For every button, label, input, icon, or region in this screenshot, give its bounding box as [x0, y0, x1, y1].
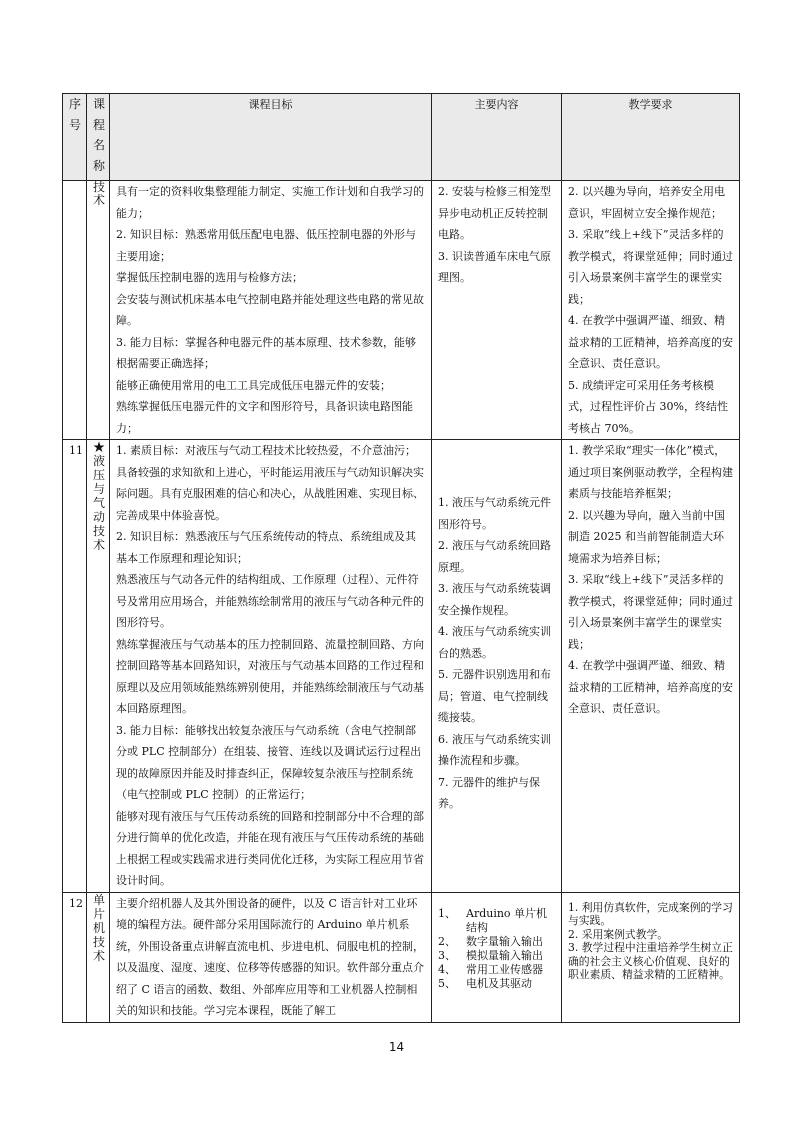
content-list-item	[438, 963, 555, 977]
table-header-row	[63, 94, 740, 181]
table-row	[63, 181, 740, 440]
row-content	[432, 440, 562, 893]
requirement-item: 3. 采取“线上+线下”灵活多样的教学模式，将课堂延伸；同时通过引入场景案例丰富学生的课堂实践；	[568, 228, 733, 306]
requirement-item: 1. 教学采取“理实一体化”模式，通过项目案例驱动教学，全程构建素质与技能培养框架；	[568, 444, 733, 500]
list-text: 电机及其驱动	[466, 976, 532, 990]
course-name-text: ★液压与气动技术	[93, 440, 106, 552]
goal-paragraph: 熟练掌握液压与气动基本的压力控制回路、流量控制回路、方向控制回路等基本回路知识，对液压与气动基本回路的工作过程和原理以及应用领域能熟练辨别使用，并能熟练绘制液压与气动基本回路原理图。	[116, 637, 424, 715]
list-text: 数字量输入输出	[466, 934, 543, 948]
header-name-text: 课程名称	[93, 97, 106, 173]
requirement-item: 3. 教学过程中注重培养学生树立正确的社会主义核心价值观、良好的职业素质、精益求精的工匠精神。	[568, 941, 733, 981]
list-number: 2、	[438, 934, 456, 948]
header-index	[63, 94, 87, 181]
goal-paragraph: 能够对现有液压与气压传动系统的回路和控制部分中不合理的部分进行简单的优化改造，并能在现有液压与气压传动系统的基础上根据工程或实践需求进行类同优化迁移，为实际工程应用节省设计时间。	[116, 809, 424, 887]
requirement-item: 1. 利用仿真软件，完成案例的学习与实践。	[568, 900, 733, 927]
row-content	[432, 892, 562, 1022]
row-index	[63, 181, 87, 440]
row-goal	[110, 181, 432, 440]
header-goal: 课程目标	[110, 94, 432, 181]
goal-paragraph: 掌握低压控制电器的选用与检修方法；	[116, 271, 303, 284]
requirement-item: 2. 采用案例式教学。	[568, 927, 669, 941]
content-item: 1. 液压与气动系统元件图形符号。	[438, 496, 551, 531]
list-text: 模拟量输入输出	[466, 948, 543, 962]
goal-paragraph: 主要介绍机器人及其外围设备的硬件，以及 C 语言针对工业环境的编程方法。硬件部分采用国际流行的 Arduino 单片机系统，外围设备重点讲解直流电机、步进电机、伺服电机的控制，以及温度、湿度、速度、位移等传感器的知识。软件部分重点介绍了 C 语言的函数、数组、外部库应用等和工业机器人控制相关的知识和技能。学习完本课程，既能了解工	[116, 896, 424, 1017]
content-list-item	[438, 935, 555, 949]
course-table	[62, 93, 740, 1023]
content-list-item	[438, 949, 555, 963]
goal-paragraph: 2. 知识目标：熟悉常用低压配电电器、低压控制电器的外形与主要用途；	[116, 228, 416, 263]
goal-paragraph: 2. 知识目标：熟悉液压与气压系统传动的特点、系统组成及其基本工作原理和理论知识；	[116, 530, 416, 565]
header-content: 主要内容	[432, 94, 562, 181]
content-list-item	[438, 977, 555, 991]
requirement-item: 3. 采取“线上+线下”灵活多样的教学模式，将课堂延伸；同时通过引入场景案例丰富学生的课堂实践；	[568, 573, 733, 651]
goal-paragraph: 熟悉液压与气动各元件的结构组成、工作原理（过程）、元件符号及常用应用场合，并能熟练绘制常用的液压与气动各种元件的图形符号。	[116, 573, 424, 629]
list-number: 5、	[438, 976, 456, 990]
goal-paragraph: 3. 能力目标：掌握各种电器元件的基本原理、技术参数，能够根据需要正确选择；	[116, 335, 416, 370]
list-number: 1、	[438, 906, 456, 920]
row-course-name	[87, 440, 110, 893]
content-item: 6. 液压与气动系统实训操作流程和步骤。	[438, 732, 551, 767]
page-number: 14	[388, 1040, 405, 1054]
content-item: 2. 液压与气动系统回路原理。	[438, 539, 551, 574]
goal-paragraph: 熟练掌握低压电器元件的文字和图形符号，具备识读电路图能力；	[116, 400, 413, 435]
goal-paragraph: 3. 能力目标：能够找出较复杂液压与气动系统（含电气控制部分或 PLC 控制部分）在组装、接管、连线以及调试运行过程出现的故障原因并能及时排查纠正，保障较复杂液压与控制系统（电气控制或 PLC 控制）的正常运行；	[116, 723, 422, 801]
list-text: 常用工业传感器	[466, 962, 543, 976]
content-item: 3. 液压与气动系统装调安全操作规程。	[438, 582, 551, 617]
row-content	[432, 181, 562, 440]
row-requirements	[562, 440, 740, 893]
table-row	[63, 892, 740, 1022]
content-item: 4. 液压与气动系统实训台的熟悉。	[438, 625, 551, 660]
row-course-name	[87, 181, 110, 440]
table-row	[63, 440, 740, 893]
goal-paragraph: 1. 素质目标：对液压与气动工程技术比较热爱，不介意油污；具备较强的求知欲和上进心，平时能运用液压与气动知识解决实际问题。具有克服困难的信心和决心，从战胜困难、实现目标、完善成果中体验喜悦。	[116, 444, 424, 522]
content-item: 7. 元器件的维护与保养。	[438, 775, 540, 810]
goal-paragraph: 会安装与测试机床基本电气控制电路并能处理这些电路的常见故障。	[116, 292, 424, 327]
row-index: 12	[63, 892, 87, 1022]
requirement-item: 4. 在教学中强调严谨、细致、精益求精的工匠精神，培养高度的安全意识、责任意识。	[568, 314, 733, 370]
header-index-text: 序号	[69, 97, 82, 132]
requirement-item: 5. 成绩评定可采用任务考核模式，过程性评价占 30%，终结性考核占 70%。	[568, 378, 728, 435]
course-name-text: 技术	[93, 180, 106, 207]
requirement-item: 2. 以兴趣为导向，融入当前中国制造 2025 和当前智能制造大环境需求为培养目标；	[568, 508, 725, 565]
row-requirements	[562, 181, 740, 440]
course-name-text: 单片机技术	[93, 892, 106, 963]
content-list-item	[438, 907, 555, 935]
content-item: 5. 元器件识别选用和布局；管道、电气控制线缆接装。	[438, 668, 551, 724]
requirement-item: 2. 以兴趣为导向，培养安全用电意识，牢固树立安全操作规范；	[568, 185, 725, 220]
content-item: 2. 安装与检修三相笼型异步电动机正反转控制电路。	[438, 185, 551, 241]
row-goal	[110, 440, 432, 893]
header-requirements: 教学要求	[562, 94, 740, 181]
list-text: Arduino 单片机结构	[466, 906, 548, 934]
list-number: 4、	[438, 962, 456, 976]
goal-paragraph: 具有一定的资料收集整理能力制定、实施工作计划和自我学习的能力；	[116, 185, 424, 220]
row-course-name	[87, 892, 110, 1022]
requirement-item: 4. 在教学中强调严谨、细致、精益求精的工匠精神，培养高度的安全意识、责任意识。	[568, 659, 733, 715]
goal-paragraph: 能够正确使用常用的电工工具完成低压电器元件的安装；	[116, 378, 391, 392]
row-goal	[110, 892, 432, 1022]
row-requirements	[562, 892, 740, 1022]
content-item: 3. 识读普通车床电气原理图。	[438, 249, 551, 284]
list-number: 3、	[438, 948, 456, 962]
header-name	[87, 94, 110, 181]
row-index: 11	[63, 440, 87, 893]
